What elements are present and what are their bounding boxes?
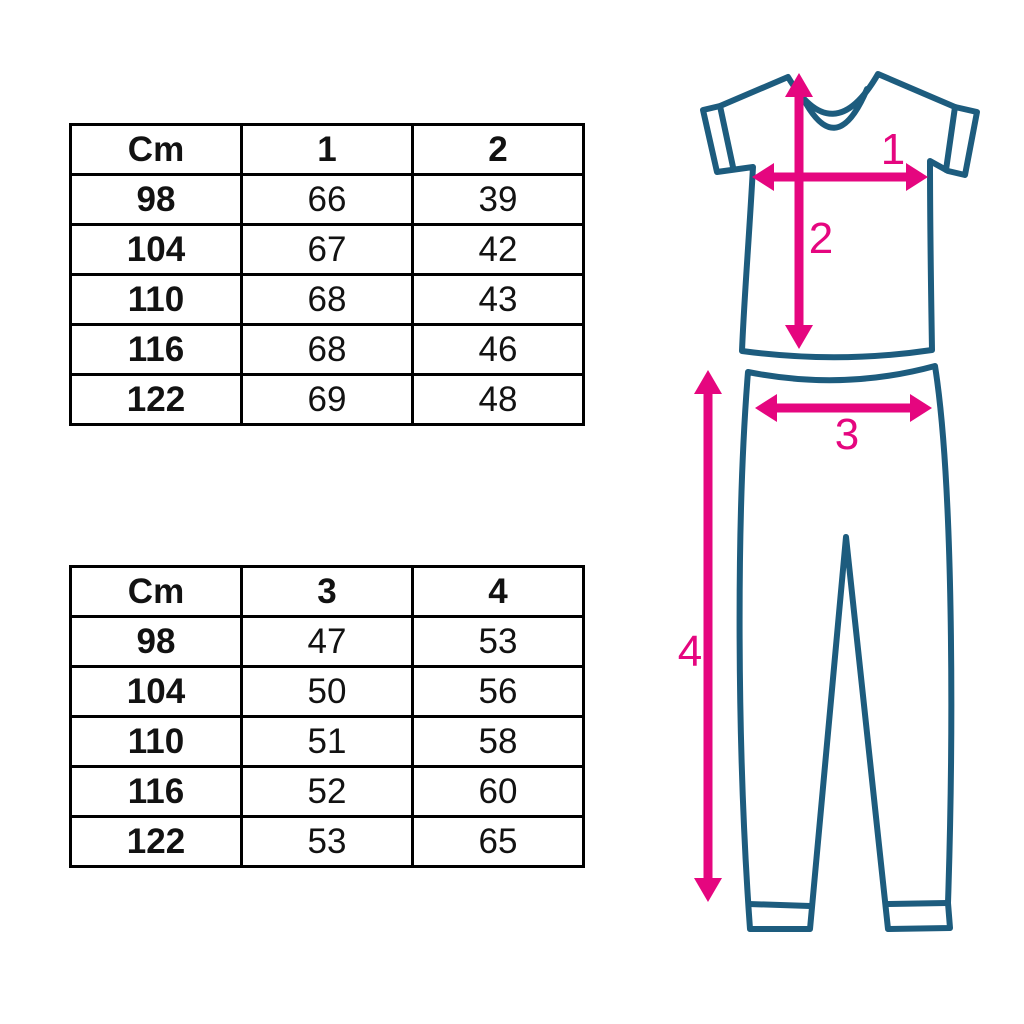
value-cell: 52 [242, 767, 413, 817]
pants-left-cuff-line [749, 904, 810, 906]
pants-right-cuff-line [888, 903, 947, 904]
arrow-down-head [694, 878, 722, 902]
shirt-width-arrow [752, 125, 928, 191]
tshirt-left-sleeve-cuff-line [720, 106, 733, 167]
value-cell: 68 [242, 325, 413, 375]
size-cell: 104 [71, 225, 242, 275]
tshirt-right-sleeve-cuff-line [946, 107, 955, 170]
value-cell: 48 [413, 375, 584, 425]
size-cell: 98 [71, 617, 242, 667]
garment-measurement-diagram [670, 55, 1020, 945]
value-cell: 60 [413, 767, 584, 817]
value-cell: 56 [413, 667, 584, 717]
value-cell: 65 [413, 817, 584, 867]
value-cell: 53 [413, 617, 584, 667]
shirt-width-label: 1 [880, 125, 906, 174]
table-row [71, 275, 584, 325]
pants-length-arrow [678, 370, 722, 902]
value-cell: 58 [413, 717, 584, 767]
table-row [71, 617, 584, 667]
shirt-length-label: 2 [808, 214, 834, 263]
table-header-row [71, 125, 584, 175]
column-header-measure-3: 3 [242, 567, 413, 617]
pants-width-arrow [755, 394, 932, 459]
size-cell: 122 [71, 817, 242, 867]
value-cell: 46 [413, 325, 584, 375]
table-row [71, 817, 584, 867]
column-header-measure-2: 2 [413, 125, 584, 175]
column-header-cm: Cm [71, 567, 242, 617]
column-header-cm: Cm [71, 125, 242, 175]
size-cell: 98 [71, 175, 242, 225]
table-row [71, 325, 584, 375]
column-header-measure-1: 1 [242, 125, 413, 175]
table-row [71, 375, 584, 425]
table-row [71, 717, 584, 767]
arrow-up-head [694, 370, 722, 394]
pants-size-table [69, 565, 585, 868]
table-row [71, 767, 584, 817]
table-row [71, 175, 584, 225]
value-cell: 53 [242, 817, 413, 867]
value-cell: 67 [242, 225, 413, 275]
table-row [71, 225, 584, 275]
value-cell: 39 [413, 175, 584, 225]
arrow-left-head [755, 394, 777, 422]
size-cell: 116 [71, 767, 242, 817]
tshirt-size-table [69, 123, 585, 426]
size-cell: 116 [71, 325, 242, 375]
size-cell: 122 [71, 375, 242, 425]
arrow-right-head [906, 163, 928, 191]
value-cell: 42 [413, 225, 584, 275]
pants-length-label: 4 [677, 627, 703, 676]
tshirt-drawing [703, 74, 977, 357]
value-cell: 51 [242, 717, 413, 767]
arrow-right-head [910, 394, 932, 422]
value-cell: 43 [413, 275, 584, 325]
column-header-measure-4: 4 [413, 567, 584, 617]
size-cell: 110 [71, 717, 242, 767]
size-cell: 104 [71, 667, 242, 717]
arrow-down-head [785, 325, 813, 349]
value-cell: 69 [242, 375, 413, 425]
table-header-row [71, 567, 584, 617]
value-cell: 68 [242, 275, 413, 325]
value-cell: 47 [242, 617, 413, 667]
value-cell: 50 [242, 667, 413, 717]
tshirt-outline [703, 74, 977, 357]
pants-width-label: 3 [834, 410, 860, 459]
value-cell: 66 [242, 175, 413, 225]
table-row [71, 667, 584, 717]
size-cell: 110 [71, 275, 242, 325]
